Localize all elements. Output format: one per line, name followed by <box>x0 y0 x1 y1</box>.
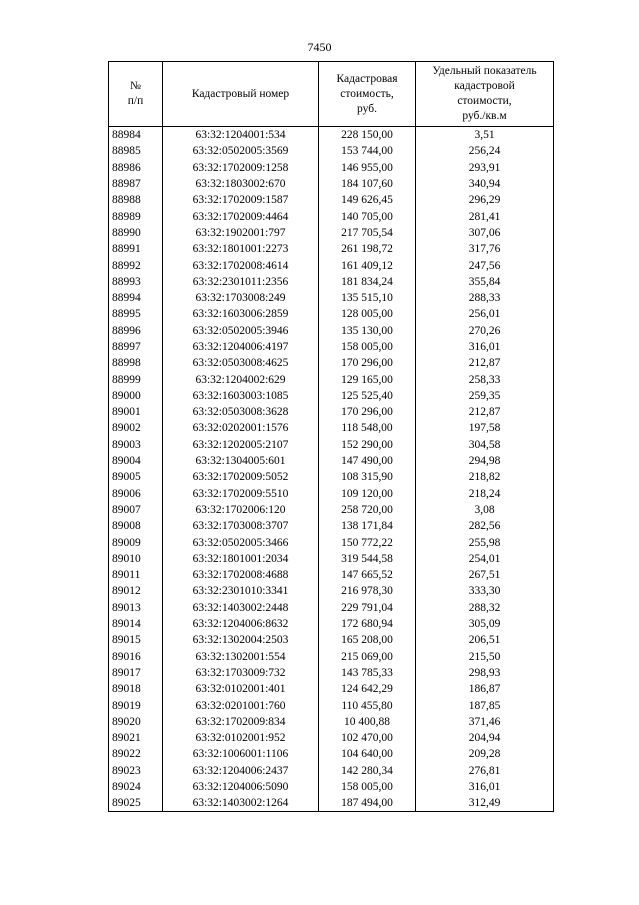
table-row <box>109 697 554 713</box>
specific-value-cell: 187,85 <box>416 697 554 713</box>
cadastral-value-cell: 109 120,00 <box>319 486 416 502</box>
row-number-cell: 89024 <box>109 779 163 795</box>
cadastral-number-cell: 63:32:1204006:5090 <box>163 779 319 795</box>
cadastral-number-cell: 63:32:1702009:5510 <box>163 486 319 502</box>
row-number-cell: 88999 <box>109 371 163 387</box>
cadastral-value-cell: 158 005,00 <box>319 779 416 795</box>
cadastral-number-cell: 63:32:1204006:2437 <box>163 763 319 779</box>
cadastral-value-cell: 261 198,72 <box>319 241 416 257</box>
specific-value-cell: 305,09 <box>416 616 554 632</box>
specific-value-cell: 371,46 <box>416 714 554 730</box>
cadastral-value-cell: 150 772,22 <box>319 534 416 550</box>
specific-value-cell: 307,06 <box>416 225 554 241</box>
specific-value-cell: 282,56 <box>416 518 554 534</box>
cadastral-number-cell: 63:32:0202001:1576 <box>163 420 319 436</box>
row-number-cell: 89022 <box>109 746 163 762</box>
cadastral-value-cell: 229 791,04 <box>319 600 416 616</box>
cadastral-number-cell: 63:32:1204001:534 <box>163 127 319 144</box>
row-number-cell: 89014 <box>109 616 163 632</box>
row-number-cell: 88986 <box>109 160 163 176</box>
header-num: № п/п <box>109 62 163 127</box>
table-row <box>109 257 554 273</box>
cadastral-number-cell: 63:32:1403002:1264 <box>163 795 319 812</box>
row-number-cell: 89010 <box>109 551 163 567</box>
cadastral-value-cell: 104 640,00 <box>319 746 416 762</box>
cadastral-number-cell: 63:32:0102001:952 <box>163 730 319 746</box>
specific-value-cell: 281,41 <box>416 208 554 224</box>
row-number-cell: 89006 <box>109 486 163 502</box>
row-number-cell: 89008 <box>109 518 163 534</box>
cadastral-number-cell: 63:32:0502005:3569 <box>163 143 319 159</box>
cadastral-value-cell: 129 165,00 <box>319 371 416 387</box>
table-row <box>109 746 554 762</box>
row-number-cell: 89015 <box>109 632 163 648</box>
table-row <box>109 567 554 583</box>
specific-value-cell: 186,87 <box>416 681 554 697</box>
cadastral-number-cell: 63:32:1603003:1085 <box>163 388 319 404</box>
cadastral-value-cell: 161 409,12 <box>319 257 416 273</box>
table-row <box>109 241 554 257</box>
cadastral-value-cell: 110 455,80 <box>319 697 416 713</box>
table-row <box>109 469 554 485</box>
table-row <box>109 551 554 567</box>
specific-value-cell: 296,29 <box>416 192 554 208</box>
specific-value-cell: 3,51 <box>416 127 554 144</box>
row-number-cell: 89023 <box>109 763 163 779</box>
cadastral-number-cell: 63:32:1702009:5052 <box>163 469 319 485</box>
table-header-row <box>109 62 554 127</box>
table-row <box>109 649 554 665</box>
row-number-cell: 89004 <box>109 453 163 469</box>
cadastral-value-cell: 140 705,00 <box>319 208 416 224</box>
row-number-cell: 88998 <box>109 355 163 371</box>
cadastral-number-cell: 63:32:1603006:2859 <box>163 306 319 322</box>
table-row <box>109 681 554 697</box>
specific-value-cell: 316,01 <box>416 779 554 795</box>
cadastral-value-cell: 216 978,30 <box>319 583 416 599</box>
row-number-cell: 89021 <box>109 730 163 746</box>
table-row <box>109 339 554 355</box>
specific-value-cell: 3,08 <box>416 502 554 518</box>
table-row <box>109 274 554 290</box>
specific-value-cell: 276,81 <box>416 763 554 779</box>
table-body <box>109 127 554 812</box>
specific-value-cell: 340,94 <box>416 176 554 192</box>
specific-value-cell: 316,01 <box>416 339 554 355</box>
cadastral-number-cell: 63:32:1702006:120 <box>163 502 319 518</box>
table-row <box>109 160 554 176</box>
header-cadastral-value: Кадастровая стоимость, руб. <box>319 62 416 127</box>
table-row <box>109 779 554 795</box>
table-row <box>109 665 554 681</box>
cadastral-value-cell: 152 290,00 <box>319 437 416 453</box>
specific-value-cell: 218,82 <box>416 469 554 485</box>
specific-value-cell: 294,98 <box>416 453 554 469</box>
cadastral-value-table <box>108 61 554 812</box>
specific-value-cell: 256,24 <box>416 143 554 159</box>
table-row <box>109 371 554 387</box>
cadastral-value-cell: 181 834,24 <box>319 274 416 290</box>
cadastral-number-cell: 63:32:2301011:2356 <box>163 274 319 290</box>
table-row <box>109 453 554 469</box>
specific-value-cell: 255,98 <box>416 534 554 550</box>
cadastral-number-cell: 63:32:1801001:2034 <box>163 551 319 567</box>
cadastral-value-cell: 184 107,60 <box>319 176 416 192</box>
row-number-cell: 89019 <box>109 697 163 713</box>
specific-value-cell: 258,33 <box>416 371 554 387</box>
table-row <box>109 437 554 453</box>
cadastral-number-cell: 63:32:1902001:797 <box>163 225 319 241</box>
table-row <box>109 632 554 648</box>
cadastral-value-cell: 138 171,84 <box>319 518 416 534</box>
cadastral-value-cell: 143 785,33 <box>319 665 416 681</box>
cadastral-number-cell: 63:32:2301010:3341 <box>163 583 319 599</box>
specific-value-cell: 355,84 <box>416 274 554 290</box>
cadastral-value-cell: 108 315,90 <box>319 469 416 485</box>
cadastral-value-cell: 128 005,00 <box>319 306 416 322</box>
specific-value-cell: 333,30 <box>416 583 554 599</box>
row-number-cell: 89001 <box>109 404 163 420</box>
cadastral-number-cell: 63:32:0502005:3946 <box>163 323 319 339</box>
header-specific-value: Удельный показатель кадастровой стоимости, руб./кв.м <box>416 62 554 127</box>
cadastral-number-cell: 63:32:0102001:401 <box>163 681 319 697</box>
cadastral-value-cell: 165 208,00 <box>319 632 416 648</box>
cadastral-number-cell: 63:32:0502005:3466 <box>163 534 319 550</box>
row-number-cell: 89012 <box>109 583 163 599</box>
cadastral-number-cell: 63:32:1702009:1587 <box>163 192 319 208</box>
cadastral-number-cell: 63:32:1703008:3707 <box>163 518 319 534</box>
header-cadastral-number: Кадастровый номер <box>163 62 319 127</box>
row-number-cell: 89002 <box>109 420 163 436</box>
cadastral-value-cell: 135 130,00 <box>319 323 416 339</box>
cadastral-number-cell: 63:32:1702009:834 <box>163 714 319 730</box>
cadastral-value-cell: 147 665,52 <box>319 567 416 583</box>
cadastral-value-cell: 124 642,29 <box>319 681 416 697</box>
row-number-cell: 89011 <box>109 567 163 583</box>
cadastral-value-cell: 170 296,00 <box>319 355 416 371</box>
cadastral-value-cell: 118 548,00 <box>319 420 416 436</box>
table-row <box>109 420 554 436</box>
row-number-cell: 88991 <box>109 241 163 257</box>
cadastral-value-cell: 172 680,94 <box>319 616 416 632</box>
row-number-cell: 88994 <box>109 290 163 306</box>
cadastral-number-cell: 63:32:1403002:2448 <box>163 600 319 616</box>
table-row <box>109 208 554 224</box>
cadastral-value-cell: 135 515,10 <box>319 290 416 306</box>
row-number-cell: 88987 <box>109 176 163 192</box>
cadastral-number-cell: 63:32:1204006:4197 <box>163 339 319 355</box>
cadastral-number-cell: 63:32:1702009:4464 <box>163 208 319 224</box>
row-number-cell: 89025 <box>109 795 163 812</box>
row-number-cell: 89009 <box>109 534 163 550</box>
cadastral-number-cell: 63:32:1702008:4614 <box>163 257 319 273</box>
cadastral-number-cell: 63:32:0503008:3628 <box>163 404 319 420</box>
specific-value-cell: 212,87 <box>416 355 554 371</box>
cadastral-value-cell: 258 720,00 <box>319 502 416 518</box>
cadastral-value-cell: 217 705,54 <box>319 225 416 241</box>
cadastral-value-cell: 228 150,00 <box>319 127 416 144</box>
specific-value-cell: 197,58 <box>416 420 554 436</box>
specific-value-cell: 218,24 <box>416 486 554 502</box>
specific-value-cell: 267,51 <box>416 567 554 583</box>
table-row <box>109 600 554 616</box>
row-number-cell: 88993 <box>109 274 163 290</box>
specific-value-cell: 206,51 <box>416 632 554 648</box>
table-row <box>109 388 554 404</box>
specific-value-cell: 288,32 <box>416 600 554 616</box>
cadastral-value-cell: 158 005,00 <box>319 339 416 355</box>
cadastral-value-cell: 153 744,00 <box>319 143 416 159</box>
cadastral-number-cell: 63:32:1703009:732 <box>163 665 319 681</box>
row-number-cell: 89007 <box>109 502 163 518</box>
specific-value-cell: 288,33 <box>416 290 554 306</box>
table-row <box>109 763 554 779</box>
cadastral-value-cell: 215 069,00 <box>319 649 416 665</box>
cadastral-number-cell: 63:32:1801001:2273 <box>163 241 319 257</box>
cadastral-value-cell: 125 525,40 <box>319 388 416 404</box>
table-row <box>109 290 554 306</box>
row-number-cell: 89013 <box>109 600 163 616</box>
cadastral-number-cell: 63:32:1204002:629 <box>163 371 319 387</box>
cadastral-number-cell: 63:32:1702009:1258 <box>163 160 319 176</box>
cadastral-number-cell: 63:32:1202005:2107 <box>163 437 319 453</box>
table-row <box>109 306 554 322</box>
table-row <box>109 486 554 502</box>
row-number-cell: 88995 <box>109 306 163 322</box>
row-number-cell: 89000 <box>109 388 163 404</box>
row-number-cell: 88997 <box>109 339 163 355</box>
cadastral-value-cell: 102 470,00 <box>319 730 416 746</box>
table-row <box>109 502 554 518</box>
specific-value-cell: 259,35 <box>416 388 554 404</box>
specific-value-cell: 212,87 <box>416 404 554 420</box>
table-row <box>109 583 554 599</box>
row-number-cell: 88992 <box>109 257 163 273</box>
specific-value-cell: 209,28 <box>416 746 554 762</box>
row-number-cell: 89005 <box>109 469 163 485</box>
specific-value-cell: 304,58 <box>416 437 554 453</box>
table-row <box>109 127 554 144</box>
cadastral-number-cell: 63:32:1302004:2503 <box>163 632 319 648</box>
table-row <box>109 730 554 746</box>
row-number-cell: 89003 <box>109 437 163 453</box>
cadastral-value-cell: 10 400,88 <box>319 714 416 730</box>
cadastral-value-cell: 142 280,34 <box>319 763 416 779</box>
specific-value-cell: 247,56 <box>416 257 554 273</box>
page-number: 7450 <box>307 40 332 54</box>
specific-value-cell: 256,01 <box>416 306 554 322</box>
table-row <box>109 795 554 812</box>
cadastral-number-cell: 63:32:1803002:670 <box>163 176 319 192</box>
row-number-cell: 88985 <box>109 143 163 159</box>
table-row <box>109 355 554 371</box>
specific-value-cell: 317,76 <box>416 241 554 257</box>
row-number-cell: 89018 <box>109 681 163 697</box>
table-row <box>109 176 554 192</box>
cadastral-value-cell: 319 544,58 <box>319 551 416 567</box>
table-row <box>109 518 554 534</box>
specific-value-cell: 293,91 <box>416 160 554 176</box>
cadastral-value-cell: 170 296,00 <box>319 404 416 420</box>
cadastral-number-cell: 63:32:0201001:760 <box>163 697 319 713</box>
cadastral-number-cell: 63:32:1302001:554 <box>163 649 319 665</box>
cadastral-value-cell: 146 955,00 <box>319 160 416 176</box>
cadastral-number-cell: 63:32:1204006:8632 <box>163 616 319 632</box>
row-number-cell: 88990 <box>109 225 163 241</box>
row-number-cell: 89020 <box>109 714 163 730</box>
table-row <box>109 225 554 241</box>
specific-value-cell: 204,94 <box>416 730 554 746</box>
specific-value-cell: 312,49 <box>416 795 554 812</box>
cadastral-number-cell: 63:32:1304005:601 <box>163 453 319 469</box>
row-number-cell: 88988 <box>109 192 163 208</box>
specific-value-cell: 254,01 <box>416 551 554 567</box>
specific-value-cell: 270,26 <box>416 323 554 339</box>
row-number-cell: 89017 <box>109 665 163 681</box>
specific-value-cell: 298,93 <box>416 665 554 681</box>
cadastral-value-cell: 149 626,45 <box>319 192 416 208</box>
table-row <box>109 192 554 208</box>
cadastral-number-cell: 63:32:1703008:249 <box>163 290 319 306</box>
table-row <box>109 323 554 339</box>
row-number-cell: 88984 <box>109 127 163 144</box>
table-row <box>109 404 554 420</box>
cadastral-value-cell: 147 490,00 <box>319 453 416 469</box>
table-row <box>109 534 554 550</box>
specific-value-cell: 215,50 <box>416 649 554 665</box>
table-row <box>109 714 554 730</box>
row-number-cell: 88996 <box>109 323 163 339</box>
cadastral-number-cell: 63:32:1006001:1106 <box>163 746 319 762</box>
table-row <box>109 616 554 632</box>
row-number-cell: 88989 <box>109 208 163 224</box>
cadastral-number-cell: 63:32:1702008:4688 <box>163 567 319 583</box>
row-number-cell: 89016 <box>109 649 163 665</box>
cadastral-value-cell: 187 494,00 <box>319 795 416 812</box>
table-row <box>109 143 554 159</box>
cadastral-number-cell: 63:32:0503008:4625 <box>163 355 319 371</box>
